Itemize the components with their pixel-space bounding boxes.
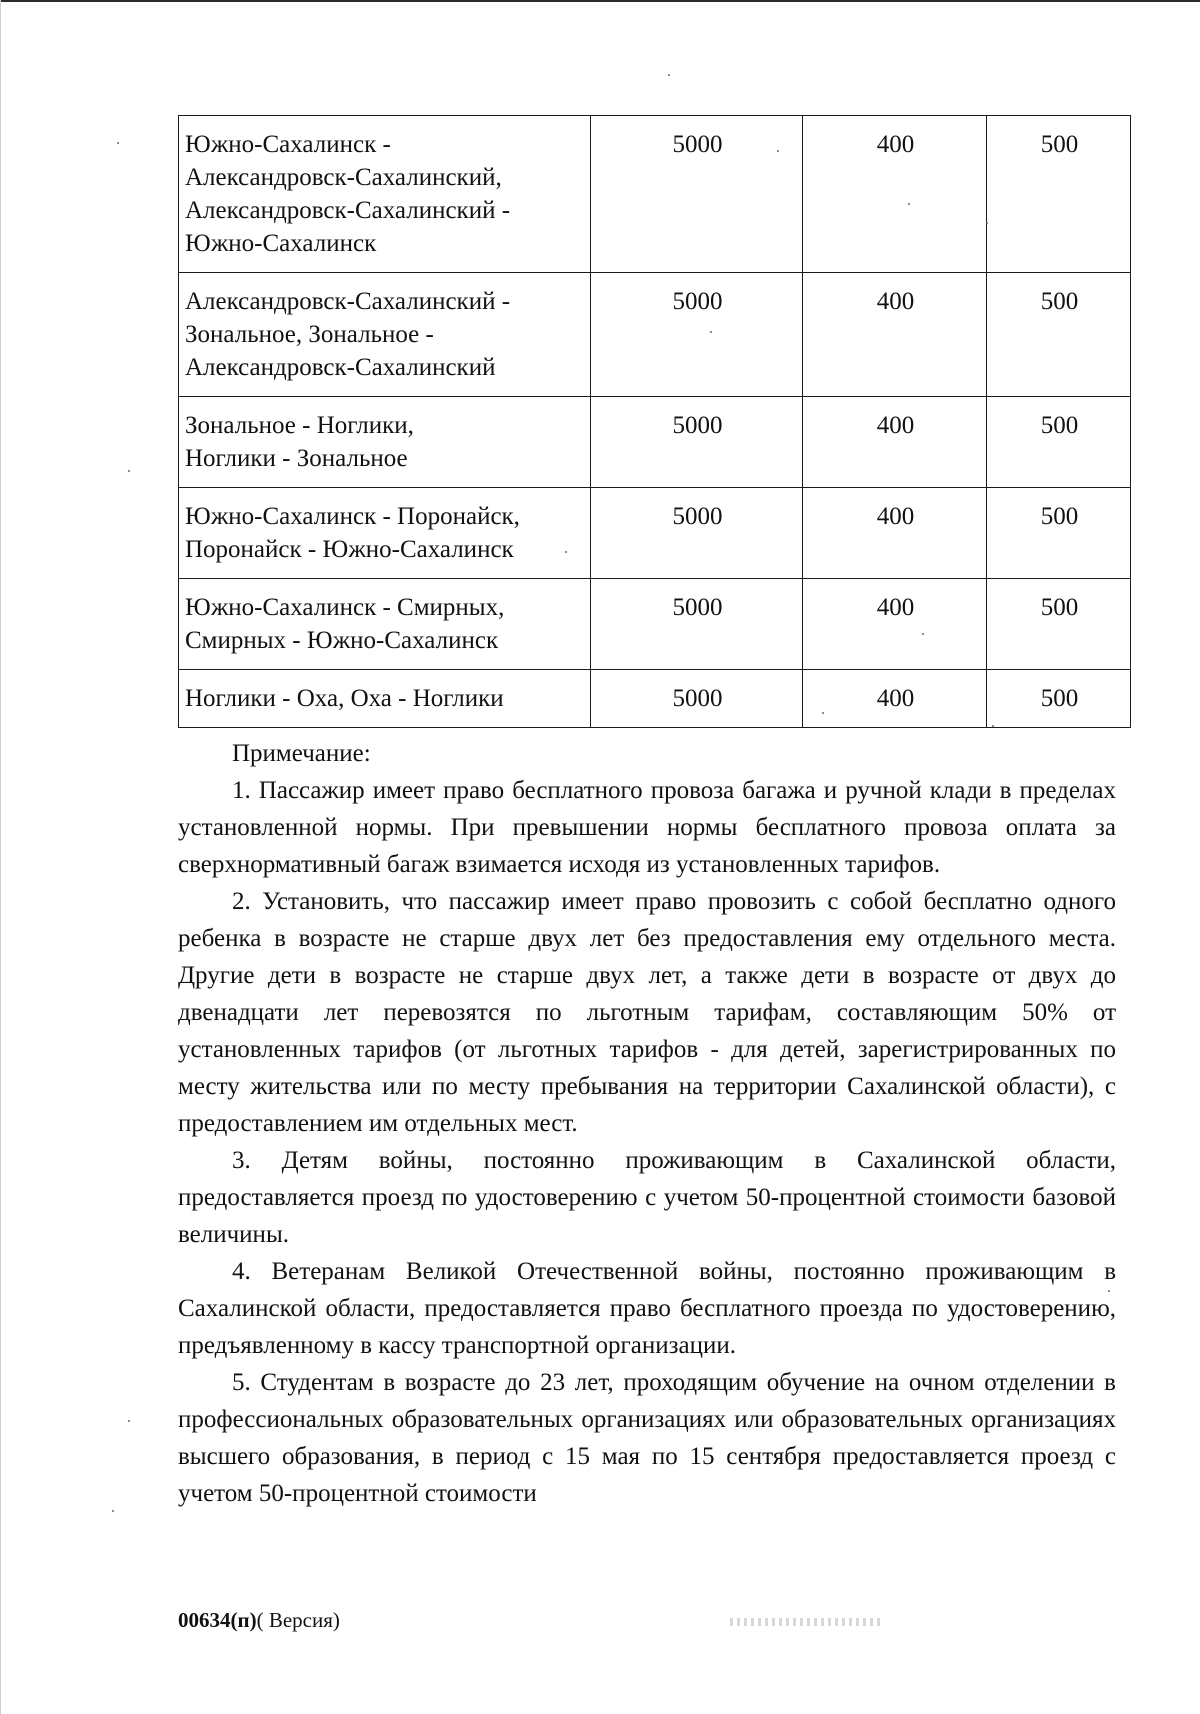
- route-line: Поронайск - Южно-Сахалинск: [185, 536, 514, 563]
- value-cell-3: 500: [987, 670, 1131, 728]
- note-item-2: 2. Установить, что пассажир имеет право провозить с собой бесплатно одного ребенка в возрасте не старше двух лет без предоставления ему отдельного места. Другие дети в возрасте не старше двух лет, а также дети в возрасте от двух до двенадцати лет перевозятся по льготным тарифам, составляющим 50% от установленных тарифов (от льготных тарифов - для детей, зарегистрированных по месту жительства или по месту пребывания на территории Сахалинской области), с предоставлением им отдельных мест.: [178, 888, 1116, 1137]
- value-cell-2: 400: [803, 116, 987, 273]
- value-cell-1: 5000: [591, 488, 803, 579]
- table-row: [179, 273, 1131, 397]
- route-cell: [179, 116, 591, 273]
- note-item-5: 5. Студентам в возрасте до 23 лет, проходящим обучение на очном отделении в профессиональных образовательных организациях или образовательных организациях высшего образования, в период с 15 мая по 15 сентября предоставляется проезд с учетом 50-процентной стоимости: [178, 1369, 1116, 1507]
- route-line: Южно-Сахалинск: [185, 230, 377, 257]
- note-item-3: 3. Детям войны, постоянно проживающим в Сахалинской области, предоставляется проезд по удостоверению с учетом 50-процентной стоимости базовой величины.: [178, 1147, 1116, 1248]
- scan-speck: [128, 470, 130, 472]
- route-line: Южно-Сахалинск - Поронайск,: [185, 503, 520, 530]
- scan-speck: [117, 142, 119, 144]
- scan-speck: [908, 203, 910, 205]
- note-item-1: 1. Пассажир имеет право бесплатного провоза багажа и ручной клади в пределах установленной нормы. При превышении нормы бесплатного провоза оплата за сверхнормативный багаж взимается исходя из установленных тарифов.: [178, 777, 1116, 878]
- scan-speck: [128, 1420, 130, 1422]
- fare-table: [178, 115, 1131, 728]
- route-line: Ноглики - Оха, Оха - Ноглики: [185, 685, 504, 712]
- value-cell-1: 5000: [591, 116, 803, 273]
- table-row: [179, 397, 1131, 488]
- value-cell-3: 500: [987, 397, 1131, 488]
- value-cell-2: 400: [803, 670, 987, 728]
- scan-speck: [922, 633, 924, 635]
- route-line: Александровск-Сахалинский -: [185, 288, 511, 315]
- scan-speck: [112, 1510, 114, 1512]
- scan-speck: [1108, 1290, 1110, 1292]
- value-cell-2: 400: [803, 488, 987, 579]
- route-line: Ноглики - Зональное: [185, 445, 408, 472]
- route-line: Александровск-Сахалинский -: [185, 197, 511, 224]
- value-cell-3: 500: [987, 488, 1131, 579]
- value-cell-3: 500: [987, 579, 1131, 670]
- scan-speck: [986, 222, 988, 224]
- route-line: Зональное, Зональное -: [185, 321, 434, 348]
- table-row: [179, 488, 1131, 579]
- value-cell-3: 500: [987, 116, 1131, 273]
- value-cell-2: 400: [803, 397, 987, 488]
- scan-speck: [992, 725, 994, 727]
- scan-speck: [822, 712, 824, 714]
- value-cell-2: 400: [803, 273, 987, 397]
- route-cell: [179, 579, 591, 670]
- route-line: Александровск-Сахалинский: [185, 354, 496, 381]
- route-cell: [179, 670, 591, 728]
- value-cell-1: 5000: [591, 579, 803, 670]
- route-cell: [179, 488, 591, 579]
- value-cell-1: 5000: [591, 670, 803, 728]
- route-line: Зональное - Ноглики,: [185, 412, 414, 439]
- document-version: ( Версия): [256, 1608, 340, 1632]
- scan-border-top: [0, 0, 1200, 2]
- route-line: Смирных - Южно-Сахалинск: [185, 627, 499, 654]
- scan-smudge: [730, 1618, 880, 1626]
- scan-speck: [777, 150, 779, 152]
- page-footer: [178, 1606, 340, 1634]
- table-row: [179, 670, 1131, 728]
- route-cell: [179, 273, 591, 397]
- value-cell-1: 5000: [591, 273, 803, 397]
- table-row: [179, 116, 1131, 273]
- route-line: Южно-Сахалинск - Смирных,: [185, 594, 505, 621]
- value-cell-1: 5000: [591, 397, 803, 488]
- route-cell: [179, 397, 591, 488]
- value-cell-2: 400: [803, 579, 987, 670]
- scan-border-left: [0, 0, 1, 1714]
- table-row: [179, 579, 1131, 670]
- route-line: Южно-Сахалинск -: [185, 131, 391, 158]
- note-item-4: 4. Ветеранам Великой Отечественной войны, постоянно проживающим в Сахалинской области, предоставляется право бесплатного проезда по удостоверению, предъявленному в кассу транспортной организации.: [178, 1258, 1116, 1359]
- notes-title: Примечание:: [232, 740, 371, 767]
- document-code: 00634(п): [178, 1608, 257, 1632]
- notes-section: [178, 735, 1116, 1512]
- value-cell-3: 500: [987, 273, 1131, 397]
- scan-speck: [710, 331, 712, 333]
- scan-speck: [565, 551, 567, 553]
- route-line: Александровск-Сахалинский,: [185, 164, 502, 191]
- scan-speck: [668, 74, 670, 76]
